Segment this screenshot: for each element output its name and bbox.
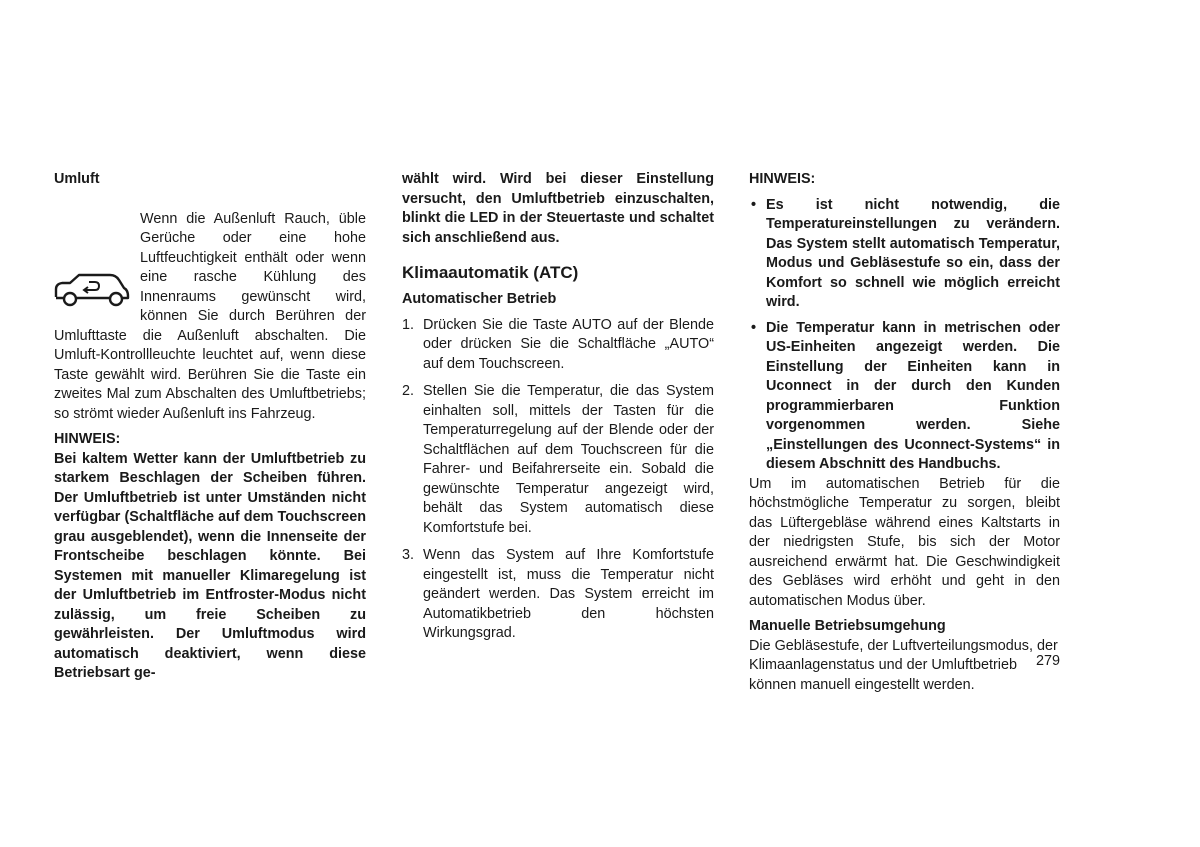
middle-column — [402, 170, 714, 652]
step-number: 2. — [402, 383, 415, 399]
list-item — [402, 316, 714, 375]
note-label: HINWEIS: — [749, 171, 816, 187]
continuation-text: wählt wird. Wird bei dieser Einstellung versucht, den Umluftbetrieb einzuschalten, blinkt die LED in der Steuertaste und schaltet sich anschließend aus. — [402, 171, 714, 246]
bullet-icon: • — [751, 196, 757, 213]
bullet-text: Es ist nicht notwendig, die Temperatureinstellungen zu verändern. Das System stellt automatisch Temperatur, Modus und Gebläsestufe so ein, dass der Komfort so schnell wie möglich erreicht wird. — [766, 196, 1060, 310]
step-number: 1. — [402, 316, 415, 333]
note-text: Bei kaltem Wetter kann der Umluftbetrieb zu starkem Beschlagen der Scheiben führen. Der Umluftbetrieb ist unter Umständen nicht verfügbar (Schaltfläche auf dem Touchscreen grau ausgeblendet), wenn die Innenseite der Frontscheibe beschlagen könnte. Bei Systemen mit manueller Klimaregelung ist der Umluftbetrieb im Entfroster-Modus nicht zulässig, um freie Scheiben zu gewährleisten. Der Umluftmodus wird automatisch deaktiviert, wenn diese Betriebsart ge- — [54, 450, 366, 681]
list-item — [402, 546, 714, 644]
manual-heading: Manuelle Betriebsumgehung — [749, 618, 946, 634]
page-number: 279 — [1035, 653, 1060, 669]
subsection-title: Automatischer Betrieb — [402, 291, 557, 307]
manual-text: Die Gebläsestufe, der Luftverteilungsmodus, der Klimaanlagenstatus und der Umluftbetrieb können manuell eingestellt werden. — [749, 637, 1058, 693]
step-text: Wenn das System auf Ihre Komfortstufe eingestellt ist, muss die Temperatur nicht geändert werden. Das System erreicht im Automatikbetrieb den höchsten Wirkungsgrad. — [423, 547, 714, 641]
step-text: Drücken Sie die Taste AUTO auf der Blende oder drücken Sie die Schaltfläche „AUTO“ auf dem Touchscreen. — [423, 316, 714, 372]
list-item — [402, 382, 714, 538]
step-number: 3. — [402, 547, 415, 563]
note-bullets — [749, 196, 1060, 475]
auto-paragraph: Um im automatischen Betrieb für die höchstmögliche Temperatur zu sorgen, bleibt das Lüftergebläse während eines Kaltstarts in der niedrigsten Stufe, bis sich der Motor ausreichend erwärmt hat. Die Geschwindigkeit des Gebläses wird erhöht und geht in den automatischen Modus über. — [749, 475, 1060, 609]
umluft-intro: Wenn die Außenluft Rauch, üble Gerüche oder eine hohe Luftfeuchtigkeit enthält oder wenn eine rasche Kühlung des Innenraums gewünscht wird, können Sie durch Berühren der Umlufttaste die Außenluft abschalten. Die Umluft-Kontrollleuchte leuchtet auf, wenn diese Taste gewählt wird. Berühren Sie die Taste ein zweites Mal zum Abschalten des Umluftbetriebs; so strömt wieder Außenluft ins Fahrzeug. — [54, 210, 366, 422]
section-title: Klimaautomatik (ATC) — [402, 263, 579, 282]
left-column — [54, 170, 366, 684]
note-label: HINWEIS: — [54, 431, 121, 447]
step-text: Stellen Sie die Temperatur, die das System einhalten soll, mittels der Tasten für die Temperaturregelung auf der Blende oder der Schaltflächen auf dem Touchscreen für die Fahrer- und Beifahrerseite ein. Sobald die gewünschte Temperatur angezeigt wird, behält das System automatisch diese Komfortstufe bei. — [423, 383, 714, 536]
steps-list — [402, 316, 714, 644]
bullet-text: Die Temperatur kann in metrischen oder US-Einheiten angezeigt werden. Die Einstellung der Einheiten kann in Uconnect in der durch den Kunden programmierbaren Funktion vorgenommen werden. Siehe „Einstellungen des Uconnect-Systems“ in diesem Abschnitt des Handbuchs. — [766, 319, 1060, 472]
umluft-heading: Umluft — [54, 171, 100, 187]
recirculation-car-icon — [52, 270, 132, 310]
list-item — [749, 319, 1060, 475]
bullet-icon: • — [751, 319, 757, 336]
right-column — [749, 170, 1060, 695]
list-item — [749, 196, 1060, 313]
